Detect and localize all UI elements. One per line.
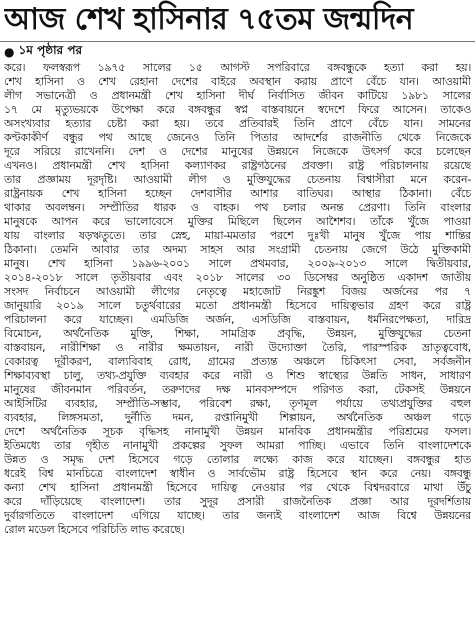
- article-body: [4, 61, 471, 641]
- continuation-marker: [4, 44, 82, 60]
- article-line: যায় বাংলার ষড়ঋতুতে। তার স্নেহ, মায়া-মমতার পরশে দুঃখী মানুষ খুঁজে পায় শান্তির: [4, 229, 471, 242]
- article-line: মানুষের জীবনমান পরিবর্তন, তরুণদের দক্ষ মানবসম্পদে পরিণত করা, টেকসই উন্নয়নে: [4, 383, 471, 396]
- article-line: করে। ফলস্বরূপ ১৯৭৫ সালের ১৫ আগস্ট সপরিবারে বঙ্গবন্ধুকে হত্যা করা হয়।: [4, 61, 471, 74]
- article-line: লীগ সভানেত্রী ও প্রধানমন্ত্রী শেখ হাসিনা দীর্ঘ নির্বাসিত জীবন কাটিয়ে ১৯৮১ সালের: [4, 89, 471, 102]
- article-line: ব্যবহার, লিঙ্গসমতা, দুর্নীতি দমন, রপ্তানিমুখী শিল্পায়ন, অর্থনৈতিক অঞ্চল গড়ে: [4, 411, 471, 424]
- article-line: দুর্বারগতিতে বাংলাদেশ এগিয়ে যাচ্ছে। তার জন্যই বাংলাদেশ আজ বিশ্বে উন্নয়নের: [4, 509, 471, 522]
- article-line: ঠিকানা। তেমনি আবার তার অদম্য সাহস আর সংগ্রামী চেতনায় জেগে উঠে মুক্তিকামী: [4, 243, 471, 256]
- headline: আজ শেখ হাসিনার ৭৫তম জন্মদিন: [4, 2, 414, 37]
- article-line: ১৭ মে মৃত্যুভয়কে উপেক্ষা করে বঙ্গবন্ধুর স্বপ্ন বাস্তবায়নে স্বদেশে ফিরে আসেন। তাকেও: [4, 103, 471, 116]
- article-line: ইতিমধ্যে তার গৃহীত নানামুখী প্রকল্পের সুফল আমরা পাচ্ছি। এভাবে তিনি বাংলাদেশকে: [4, 439, 471, 452]
- article-line: জানুয়ারি ২০১৯ সালে চতুর্থবারের মতো প্রধানমন্ত্রী হিসেবে দায়িত্বভার গ্রহণ করে রাষ্ট্র: [4, 299, 471, 312]
- article-line: থাকার অবলম্বন। সম্প্রীতির ধারক ও বাহক। পথ চলার অনন্ত প্রেরণা। তিনি বাংলার: [4, 201, 471, 214]
- article-line: বিমোচন, অর্থনৈতিক মুক্তি, শিক্ষা, সামগ্রিক প্রবৃদ্ধি, উন্নয়ন, মুক্তিযুদ্ধের চেতনা: [4, 327, 471, 340]
- article-line: মানুষকে আপন করে ভালোবেসে মুক্তির মিছিলে ছিলেন আশৈশব। তাঁকে খুঁজে পাওয়া: [4, 215, 471, 228]
- article-line: দেশে অর্থনৈতিক সূচক বৃদ্ধিসহ নানামুখী উন্নয়ন মানবিক প্রধানমন্ত্রীর পরিশ্রমের ফসল।: [4, 425, 471, 438]
- article-line: বেকারত্ব দূরীকরণ, বাল্যবিবাহ রোধ, গ্রামের প্রত্যন্ত অঞ্চলে চিকিৎসা সেবা, সর্বজনীন: [4, 355, 471, 368]
- article-line: শিক্ষাব্যবস্থা চালু, তথ্য-প্রযুক্তি ব্যবহার করে নারী ও শিশু স্বাস্থ্যের উন্নতি সাধন, সাধারণ: [4, 369, 471, 382]
- article-line: মানুষ। শেখ হাসিনা ১৯৯৬-২০০১ সালে প্রথমবার, ২০০৯-২০১৩ সালে দ্বিতীয়বার,: [4, 257, 471, 270]
- article-line: বাস্তবায়ন, নারীশিক্ষা ও নারীর ক্ষমতায়ন, নারী উদ্যোক্তা তৈরি, পারস্পরিক ভ্রাতৃত্ববোধ,: [4, 341, 471, 354]
- article-line: রাষ্ট্রনায়ক শেখ হাসিনা হচ্ছেন দেশবাসীর আশার বাতিঘর। আস্থার ঠিকানা। বেঁচে: [4, 187, 471, 200]
- article-line: রোল মডেল হিসেবে পরিচিতি লাভ করেছে।: [4, 523, 185, 536]
- article-line: ধরেই বিশ্ব মানচিত্রে বাংলাদেশ স্বাধীন ও সার্বভৌম রাষ্ট্র হিসেবে স্থান করে নেয়। বঙ্গবন্ধু: [4, 467, 471, 480]
- article-line: অসংখ্যবার হত্যার চেষ্টা করা হয়। তবে প্রতিবারই তিনি প্রাণে বেঁচে যান। সামনের: [4, 117, 471, 130]
- article-line: তার প্রজ্ঞাময় দূরদৃষ্টি। আওয়ামী লীগ ও মুক্তিযুদ্ধের চেতনায় বিশ্বাসীরা মনে করেন-: [4, 173, 471, 186]
- continued-from-label: ১ম পৃষ্ঠার পর: [18, 43, 83, 57]
- article-line: আইসিটির ব্যবহার, সম্প্রীতি-সম্ভাব, পরিবেশ রক্ষা, তৃণমূল পর্যায়ে তথ্যপ্রযুক্তির বহুল: [4, 397, 471, 410]
- article-line: সংসদ নির্বাচনে আওয়ামী লীগের নেতৃত্বে মহাজোট নিরঙ্কুশ বিজয় অর্জনের পর ৭: [4, 285, 471, 298]
- article-line: এখনও। প্রধানমন্ত্রী শেখ হাসিনা কল্যাণকর রাষ্ট্রগঠনের প্রবক্তা। রাষ্ট্র পরিচালনায় রয়েছে: [4, 159, 471, 172]
- bullet-icon: ●: [4, 45, 15, 59]
- article-line: পরিচালনা করে যাচ্ছেন। এমডিজি অর্জন, এসডিজি বাস্তবায়ন, ধর্মনিরপেক্ষতা, দারিদ্র: [4, 313, 471, 326]
- article-line: কণ্টকাকীর্ণ বন্ধুর পথ আছে জেনেও তিনি পিতার আদর্শের রাজনীতি থেকে নিজেকে: [4, 131, 471, 144]
- article-line: দূরে সরিয়ে রাখেননি। দেশ ও দেশের মানুষের উন্নয়নে নিজেকে উৎসর্গ করে চলেছেন: [4, 145, 471, 158]
- article-line: উন্নত ও সমৃদ্ধ দেশ হিসেবে গড়ে তোলার লক্ষ্যে কাজ করে যাচ্ছেন। বঙ্গবন্ধুর হাত: [4, 453, 471, 466]
- article-line: ২০১৪-২০১৮ সালে তৃতীয়বার এবং ২০১৮ সালের ৩০ ডিসেম্বর অনুষ্ঠিত একাদশ জাতীয়: [4, 271, 471, 284]
- article-line: করে দাঁড়িয়েছে বাংলাদেশ। তার সুদূর প্রসারী রাজনৈতিক প্রজ্ঞা আর দূরদর্শিতায়: [4, 495, 471, 508]
- article-line: কন্যা শেখ হাসিনা প্রধানমন্ত্রী হিসেবে দায়িত্ব নেওয়ার পর থেকে বিশ্বদরবারে মাথা উঁচু: [4, 481, 471, 494]
- article-line: শেখ হাসিনা ও শেখ রেহানা দেশের বাইরে অবস্থান করায় প্রাণে বেঁচে যান। আওয়ামী: [4, 75, 471, 88]
